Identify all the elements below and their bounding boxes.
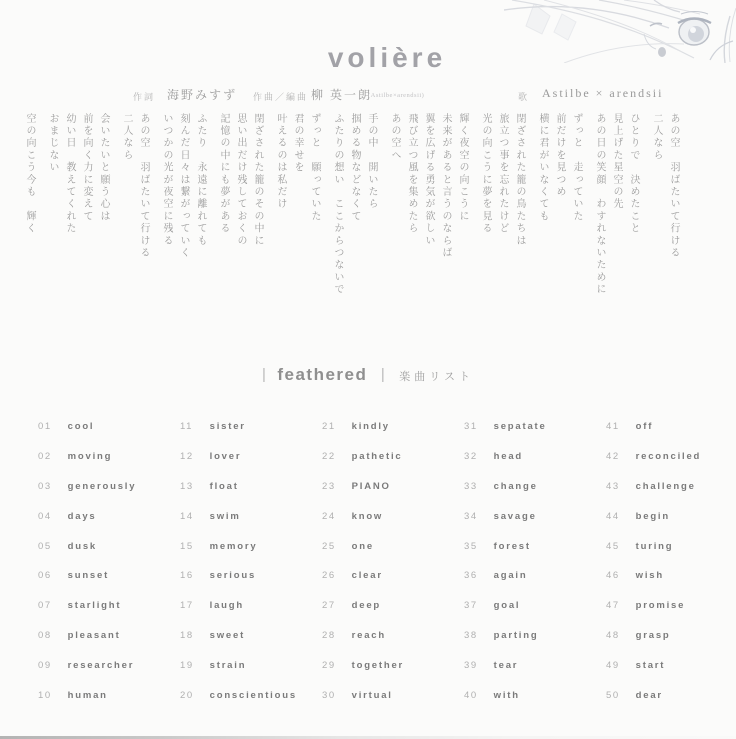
track-item — [38, 421, 180, 432]
track-title: dear — [635, 689, 663, 701]
track-item — [180, 690, 322, 701]
lyric-line: 輝く夜空の向こうに — [457, 113, 468, 223]
track-title: sister — [209, 421, 246, 433]
track-item — [38, 541, 180, 552]
track-number: 43 — [606, 480, 620, 492]
composer-circle-note: (Astilbe×arendsii) — [368, 92, 425, 99]
track-title: begin — [635, 510, 670, 522]
lyric-line: 飛び立つ風を集めたら — [406, 113, 417, 235]
lyric-line: あの空 羽ばたいて行ける — [668, 113, 679, 260]
track-item — [464, 451, 606, 462]
track-title: off — [635, 421, 654, 433]
track-title: challenge — [635, 480, 696, 492]
lyric-line: ふたり 永遠に離れても — [195, 113, 206, 248]
track-title: dusk — [67, 540, 98, 552]
track-title: swim — [209, 510, 241, 522]
composer-name: 柳 英一朗 — [311, 88, 373, 102]
credits-row — [0, 86, 736, 104]
lyric-line: 叶えるのは私だけ — [275, 113, 286, 211]
tracklist-header — [0, 365, 736, 385]
track-title: wish — [635, 570, 664, 582]
divider-bar: | — [380, 366, 385, 383]
track-number: 29 — [322, 659, 336, 671]
lyric-line: 前だけを見つめ — [554, 113, 565, 199]
lyric-line: 見上げた星空の先 — [611, 113, 622, 211]
track-item — [464, 511, 606, 522]
track-number: 19 — [180, 659, 194, 671]
track-item — [606, 541, 736, 552]
track-title: pleasant — [67, 629, 121, 641]
track-number: 25 — [322, 540, 336, 552]
track-number: 33 — [464, 480, 478, 492]
track-title: PIANO — [351, 480, 391, 492]
track-number: 18 — [180, 629, 194, 641]
track-title: generously — [67, 480, 137, 492]
track-number: 14 — [180, 510, 194, 522]
track-title: starlight — [67, 600, 122, 612]
lyric-line: ずっと 願っていた — [309, 113, 320, 223]
divider-bar: | — [262, 366, 266, 383]
lyric-line: ずっと 走っていた — [571, 113, 582, 223]
track-title: promise — [635, 600, 686, 612]
track-item — [606, 660, 736, 671]
track-item — [38, 481, 180, 492]
tracklist-label: 楽曲リスト — [399, 371, 474, 383]
track-number: 06 — [38, 570, 52, 582]
lyric-line: 前を向く力に変えて — [81, 113, 92, 223]
track-item — [322, 421, 464, 432]
lyricist-label: 作詞 — [133, 92, 156, 102]
lyric-line: 閉ざされた籠の鳥たちは — [514, 113, 525, 248]
track-item — [38, 600, 180, 611]
lyric-line: 二人なら — [121, 113, 132, 162]
lyric-line: 会いたいと願う心は — [98, 113, 109, 223]
track-number: 44 — [606, 510, 620, 522]
track-item — [322, 690, 464, 701]
track-item — [464, 690, 606, 701]
lyric-line: 君の幸せを — [292, 113, 303, 174]
track-item — [180, 600, 322, 611]
track-number: 20 — [180, 689, 194, 701]
composer-label: 作曲／編曲 — [253, 92, 309, 102]
track-item — [606, 451, 736, 462]
track-item — [180, 421, 322, 432]
track-number: 10 — [38, 689, 52, 701]
track-title: turing — [635, 540, 674, 552]
track-item — [606, 511, 736, 522]
lyric-line: 横に君がいなくても — [537, 113, 548, 223]
track-number: 09 — [38, 659, 52, 671]
track-title: reconciled — [635, 451, 702, 463]
lyric-line: 未来があると言うのならば — [440, 113, 451, 260]
track-number: 21 — [322, 421, 336, 433]
track-item — [606, 690, 736, 701]
track-number: 48 — [606, 629, 620, 641]
track-number: 17 — [180, 600, 194, 612]
track-title: parting — [493, 629, 539, 641]
lyricist-name: 海野みすず — [167, 88, 238, 102]
track-item — [606, 630, 736, 641]
track-number: 42 — [606, 451, 620, 463]
tracklist — [38, 412, 736, 710]
track-number: 40 — [464, 689, 478, 701]
lyric-line: 空の向こう今も 輝く — [24, 113, 35, 235]
track-number: 24 — [322, 510, 336, 522]
track-number: 41 — [606, 421, 620, 433]
track-number: 50 — [606, 689, 620, 701]
track-number: 15 — [180, 540, 194, 552]
track-title: sweet — [209, 629, 246, 641]
track-item — [38, 630, 180, 641]
track-title: reach — [351, 629, 386, 641]
lyric-line: 二人なら — [651, 113, 662, 162]
track-item — [464, 630, 606, 641]
track-number: 34 — [464, 510, 478, 522]
track-title: start — [635, 659, 666, 671]
track-item — [464, 600, 606, 611]
track-item — [322, 481, 464, 492]
track-number: 35 — [464, 540, 478, 552]
track-title: change — [493, 480, 538, 492]
track-number: 36 — [464, 570, 478, 582]
track-title: deep — [351, 600, 382, 612]
track-number: 12 — [180, 451, 194, 463]
track-number: 08 — [38, 629, 52, 641]
lyric-line: 閉ざされた籠のその中に — [252, 113, 263, 248]
track-title: laugh — [209, 600, 244, 612]
track-item — [322, 541, 464, 552]
track-number: 11 — [180, 421, 194, 433]
track-title: goal — [493, 600, 521, 612]
track-title: researcher — [67, 659, 135, 671]
lyric-line: あの空へ — [389, 113, 400, 162]
track-title: sunset — [67, 570, 110, 582]
track-number: 27 — [322, 600, 336, 612]
track-item — [606, 421, 736, 432]
track-title: head — [493, 451, 524, 463]
track-number: 02 — [38, 451, 52, 463]
track-number: 04 — [38, 510, 52, 522]
track-number: 32 — [464, 451, 478, 463]
lyric-line: 光の向こうに夢を見る — [480, 113, 491, 235]
track-title: lover — [209, 451, 242, 463]
track-title: human — [67, 689, 108, 701]
lyric-line: おまじない — [47, 113, 58, 174]
track-item — [180, 660, 322, 671]
track-title: tear — [493, 659, 519, 671]
track-title: again — [493, 570, 528, 582]
lyric-line: 翼を広げる勇気が欲しい — [423, 113, 434, 248]
track-title: days — [67, 510, 97, 522]
track-item — [38, 660, 180, 671]
vocal-name: Astilbe × arendsii — [542, 86, 664, 100]
track-item — [322, 660, 464, 671]
track-title: pathetic — [351, 451, 403, 463]
track-title: one — [351, 540, 374, 552]
track-number: 16 — [180, 570, 194, 582]
track-title: grasp — [635, 629, 671, 641]
track-number: 13 — [180, 480, 194, 492]
lyric-line: 幼い日 教えてくれた — [64, 113, 75, 235]
track-item — [322, 570, 464, 581]
track-title: clear — [351, 570, 383, 582]
lyric-line: あの空 羽ばたいて行ける — [138, 113, 149, 260]
track-number: 26 — [322, 570, 336, 582]
track-item — [180, 481, 322, 492]
track-item — [180, 451, 322, 462]
track-item — [180, 570, 322, 581]
song-title: volière — [327, 42, 447, 73]
track-title: serious — [209, 570, 257, 582]
lyric-line: 思い出だけ残しておくの — [235, 113, 246, 248]
lyric-line: あの日の笑顔 わすれないために — [594, 113, 605, 296]
track-item — [606, 570, 736, 581]
track-title: virtual — [351, 689, 393, 701]
track-number: 45 — [606, 540, 620, 552]
track-item — [464, 541, 606, 552]
track-number: 31 — [464, 421, 478, 433]
track-item — [464, 421, 606, 432]
track-number: 47 — [606, 600, 620, 612]
track-title: know — [351, 510, 384, 522]
track-title: strain — [209, 659, 247, 671]
lyric-line: 旅立つ事を忘れたけど — [497, 113, 508, 235]
lyric-line: 刻んだ日々は繋がっていく — [178, 113, 189, 260]
track-number: 28 — [322, 629, 336, 641]
lyric-line: 記憶の中にも夢がある — [218, 113, 229, 235]
lyric-line: ふたりの想い ここからつないで — [332, 113, 343, 296]
track-title: sepatate — [493, 421, 547, 433]
track-title: memory — [209, 540, 258, 552]
album-title: feathered — [277, 365, 368, 384]
track-title: forest — [493, 540, 531, 552]
track-title: cool — [67, 421, 95, 433]
track-title: kindly — [351, 421, 390, 433]
track-item — [38, 570, 180, 581]
track-item — [322, 600, 464, 611]
track-item — [606, 481, 736, 492]
track-item — [322, 451, 464, 462]
lyric-line: 掴める物などなくて — [349, 113, 360, 223]
track-number: 38 — [464, 629, 478, 641]
track-item — [464, 481, 606, 492]
track-title: together — [351, 659, 405, 671]
track-item — [180, 630, 322, 641]
lyrics-block — [16, 113, 682, 333]
track-title: moving — [67, 451, 113, 463]
track-number: 01 — [38, 421, 52, 433]
track-item — [180, 511, 322, 522]
track-item — [38, 511, 180, 522]
track-number: 37 — [464, 600, 478, 612]
lyric-line: 手の中 開いたら — [366, 113, 377, 211]
track-number: 46 — [606, 570, 620, 582]
track-number: 23 — [322, 480, 336, 492]
track-item — [322, 511, 464, 522]
track-number: 07 — [38, 600, 52, 612]
track-number: 05 — [38, 540, 52, 552]
track-number: 22 — [322, 451, 336, 463]
track-item — [180, 541, 322, 552]
track-number: 39 — [464, 659, 478, 671]
track-number: 03 — [38, 480, 52, 492]
track-item — [38, 451, 180, 462]
track-number: 49 — [606, 659, 620, 671]
track-item — [464, 660, 606, 671]
track-title: conscientious — [209, 689, 297, 701]
track-title: with — [493, 689, 520, 701]
track-item — [606, 600, 736, 611]
track-item — [322, 630, 464, 641]
track-title: float — [209, 480, 239, 492]
track-title: savage — [493, 510, 537, 522]
track-item — [38, 690, 180, 701]
lyric-line: ひとりで 決めたこと — [628, 113, 639, 235]
lyric-line: いつかの光が夜空に残る — [161, 113, 172, 248]
vocal-label: 歌 — [518, 92, 530, 102]
track-item — [464, 570, 606, 581]
track-number: 30 — [322, 689, 336, 701]
